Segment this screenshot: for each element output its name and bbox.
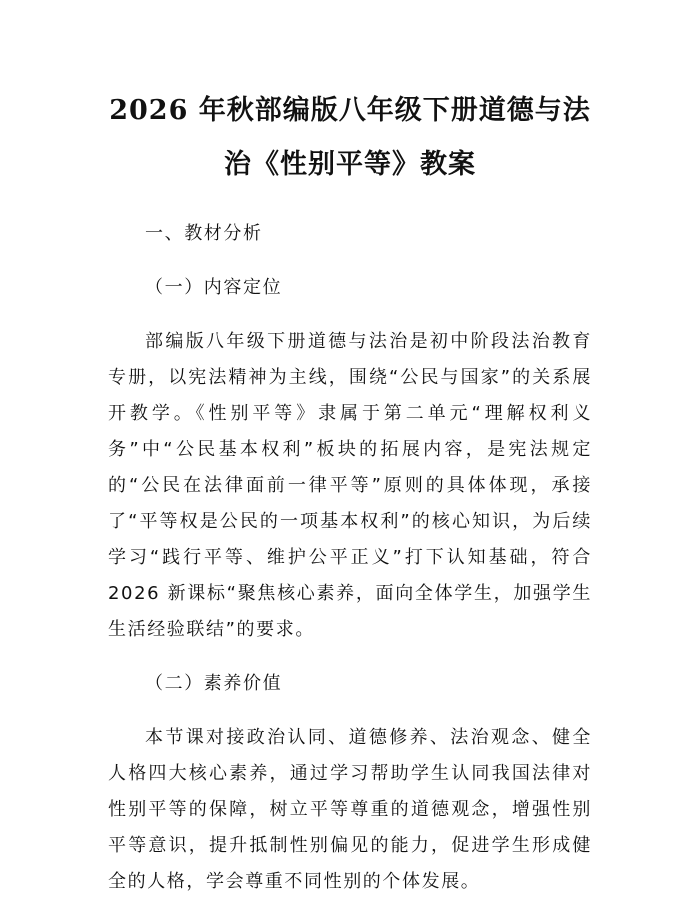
document-body [108,216,592,900]
subsection-heading-content-positioning: （一）内容定位 [145,277,283,298]
subsection-heading-literacy-value: （二）素养价值 [145,673,283,694]
document-title: 2026 年秋部编版八年级下册道德与法治《性别平等》教案 [109,95,591,180]
section-heading-textbook-analysis: 一、教材分析 [145,223,263,244]
paragraph-content-positioning: 部编版八年级下册道德与法治是初中阶段法治教育专册，以宪法精神为主线，围绕“公民与国家”的关系展开教学。《性别平等》隶属于第二单元“理解权利义务”中“公民基本权利”板块的拓展内容，是宪法规定的“公民在法律面前一律平等”原则的具体体现，承接了“平等权是公民的一项基本权利”的核心知识，为后续学习“践行平等、维护公平正义”打下认知基础，符合 2026 新课标“聚焦核心素养，面向全体学生，加强学生生活经验联结”的要求。 [108,331,592,640]
paragraph-literacy-value: 本节课对接政治认同、道德修养、法治观念、健全人格四大核心素养，通过学习帮助学生认同我国法律对性别平等的保障，树立平等尊重的道德观念，增强性别平等意识，提升抵制性别偏见的能力，促进学生形成健全的人格，学会尊重不同性别的个体发展。 [108,727,592,892]
